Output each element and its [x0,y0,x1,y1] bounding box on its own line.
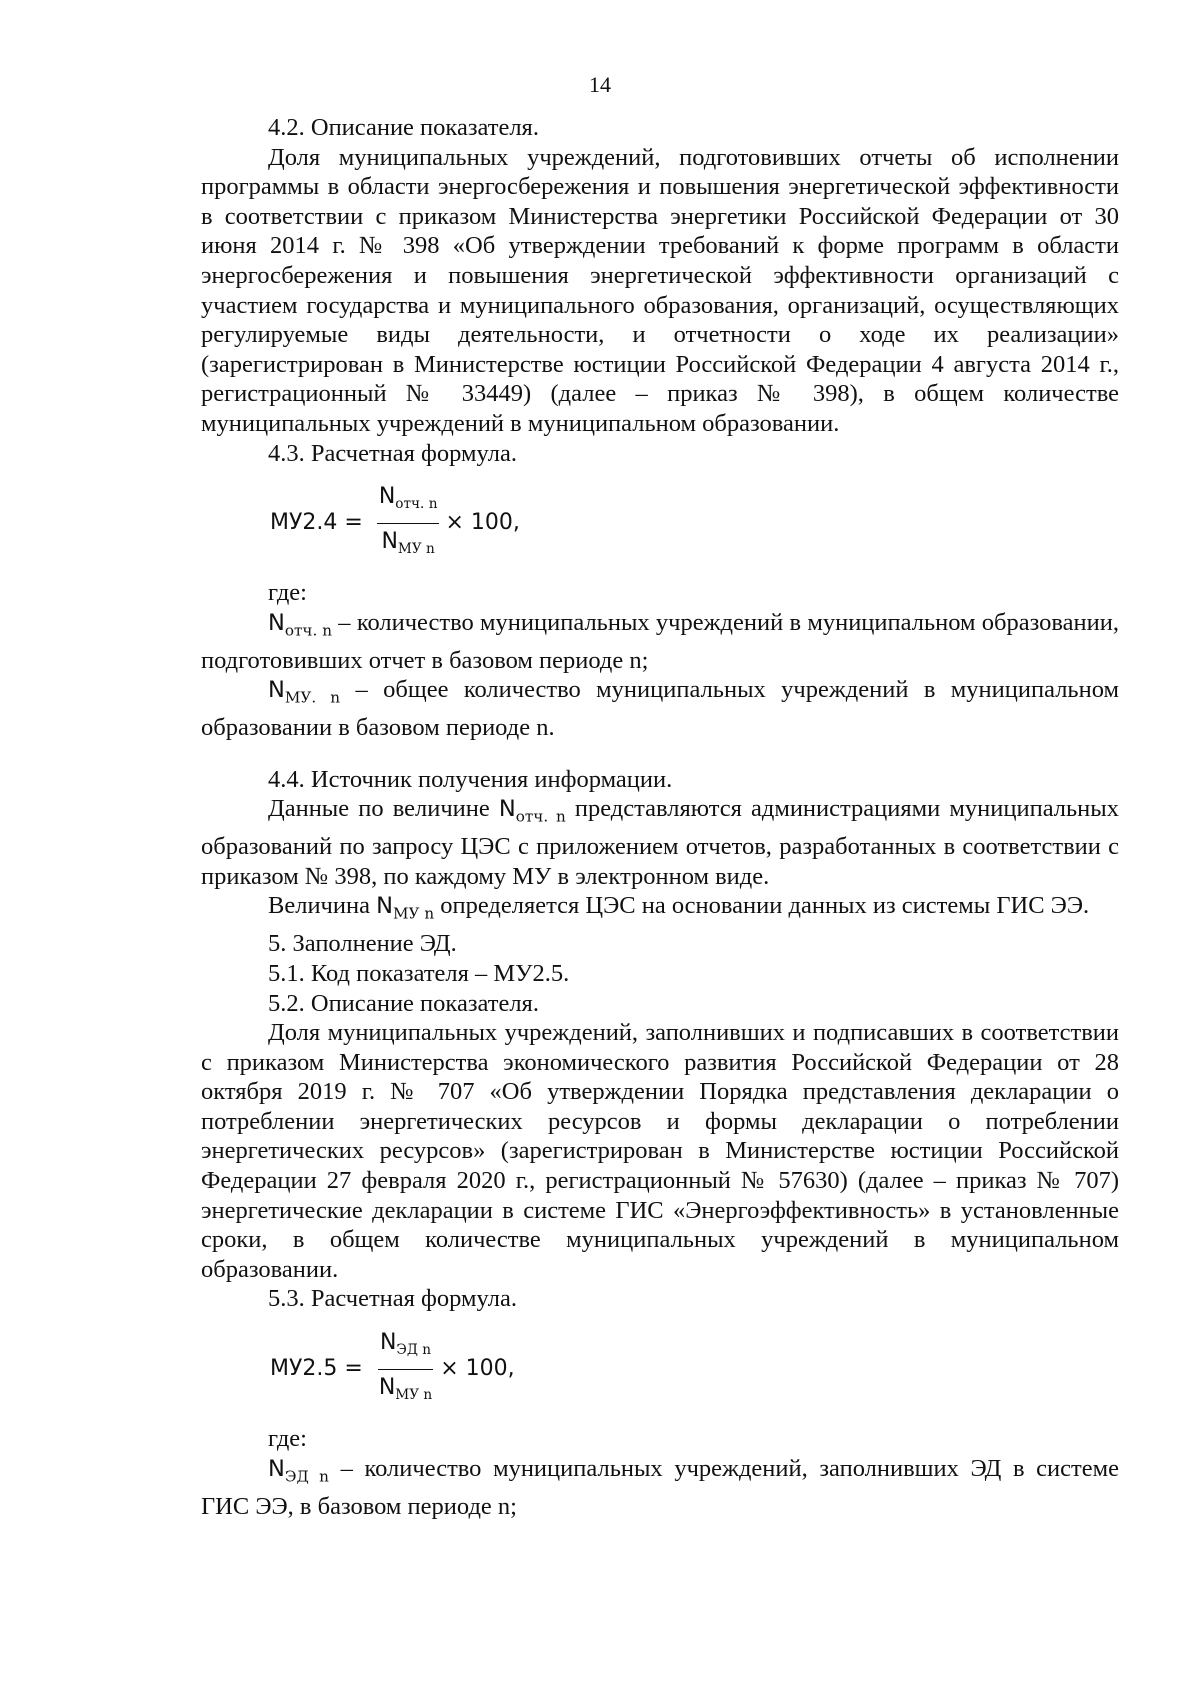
definition-n-mu [201,675,1119,743]
where-label: где: [268,579,307,607]
formula-numerator [377,482,440,523]
denominator-subscript: МУ n [395,1386,433,1403]
paragraph-gap [201,743,1119,765]
formula-denominator [379,524,436,564]
section-4-4-paragraph-1 [201,794,1119,891]
variable-symbol: N [268,609,285,636]
denominator-symbol: N [378,1374,396,1400]
variable-subscript: отч. n [284,621,333,640]
formula-denominator [377,1370,434,1410]
document-body [201,113,1119,1521]
section-5-heading: 5. Заполнение ЭД. [268,930,457,958]
section-4-4-paragraph-2 [201,891,1119,929]
denominator-subscript: МУ n [397,540,435,557]
variable-symbol: N [268,677,285,704]
section-4-4-heading: 4.4. Источник получения информации. [268,765,673,793]
formula-mu2-4 [270,468,1119,578]
section-4-2-description: Доля муниципальных учреждений, подготовивших отчеты об исполнении программы в области энергосбережения и повышения энергетической эффективности в соответствии с приказом Министерства энергетики Российской Федерации от 30 июня 2014 г. № 398 «Об утверждении требований к форме программ в области энергосбережения и повышения энергетической эффективности организаций с участием государства и муниципального образования, организаций, осуществляющих регулируемые виды деятельности, и отчетности о ходе их реализации» (зарегистрирован в Министерстве юстиции Российской Федерации 4 августа 2014 г., регистрационный № 33449) (далее – приказ № 398), в общем количестве муниципальных учреждений в муниципальном образовании. [201,143,1119,437]
formula-fraction [377,482,440,564]
formula-numerator [378,1328,433,1369]
variable-subscript: МУ. n [284,688,341,707]
definition-text: – количество муниципальных учреждений, заполнивших ЭД в системе ГИС ЭЭ, в базовом периоде n; [201,1454,1120,1520]
section-5-3-heading: 5.3. Расчетная формула. [268,1285,517,1313]
variable-symbol: N [268,1455,285,1482]
where-label: где: [268,1425,307,1453]
formula-lhs: МУ2.5 = [270,1356,363,1382]
variable-subscript: МУ n [392,904,435,923]
denominator-symbol: N [381,528,398,554]
variable-subscript: отч. n [515,807,566,826]
page-number: 14 [589,72,611,97]
formula-rhs: × 100, [440,1356,515,1382]
numerator-symbol: N [379,1330,397,1356]
definition-text: – количество муниципальных учреждений в муниципальном образовании, подготовивших отчет в базовом периоде n; [201,608,1119,674]
definition-text: – общее количество муниципальных учреждений в муниципальном образовании в базовом периоде n. [201,676,1119,742]
section-5-2-description: Доля муниципальных учреждений, заполнивших и подписавших в соответствии с приказом Министерства экономического развития Российской Федерации от 28 октября 2019 г. № 707 «Об утверждении Порядка представления декларации о потреблении энергетических ресурсов и формы декларации о потреблении энергетических ресурсов» (зарегистрирован в Министерстве юстиции Российской Федерации 27 февраля 2020 г., регистрационный № 57630) (далее – приказ № 707) энергетические декларации в системе ГИС «Энергоэффективность» в установленные сроки, в общем количестве муниципальных учреждений в муниципальном образовании. [201,1019,1119,1283]
formula-lhs: МУ2.4 = [270,510,363,536]
text-fragment: определяется ЦЭС на основании данных из системы ГИС ЭЭ. [434,892,1090,920]
section-5-1-code: 5.1. Код показателя – МУ2.5. [268,959,570,987]
text-fragment: представляются администрациями муниципальных образований по запросу ЦЭС с приложением отчетов, разработанных в соответствии с приказом № 398, по каждому МУ в электронном виде. [201,795,1119,890]
definition-n-ed [201,1454,1119,1522]
text-fragment: Данные по величине [268,795,499,823]
variable-symbol: N [498,796,516,823]
formula-fraction [377,1328,434,1410]
numerator-subscript: отч. n [395,496,438,513]
numerator-subscript: ЭД n [396,1341,432,1358]
section-4-2-heading: 4.2. Описание показателя. [268,114,539,141]
numerator-symbol: N [378,484,396,510]
definition-n-otch [201,608,1119,676]
variable-symbol: N [376,893,393,920]
formula-mu2-5 [270,1314,1119,1424]
section-5-2-heading: 5.2. Описание показателя. [268,989,539,1017]
section-4-3-heading: 4.3. Расчетная формула. [268,439,517,467]
text-fragment: Величина [268,892,377,920]
formula-rhs: × 100, [445,510,520,536]
variable-subscript: ЭД n [284,1466,329,1485]
